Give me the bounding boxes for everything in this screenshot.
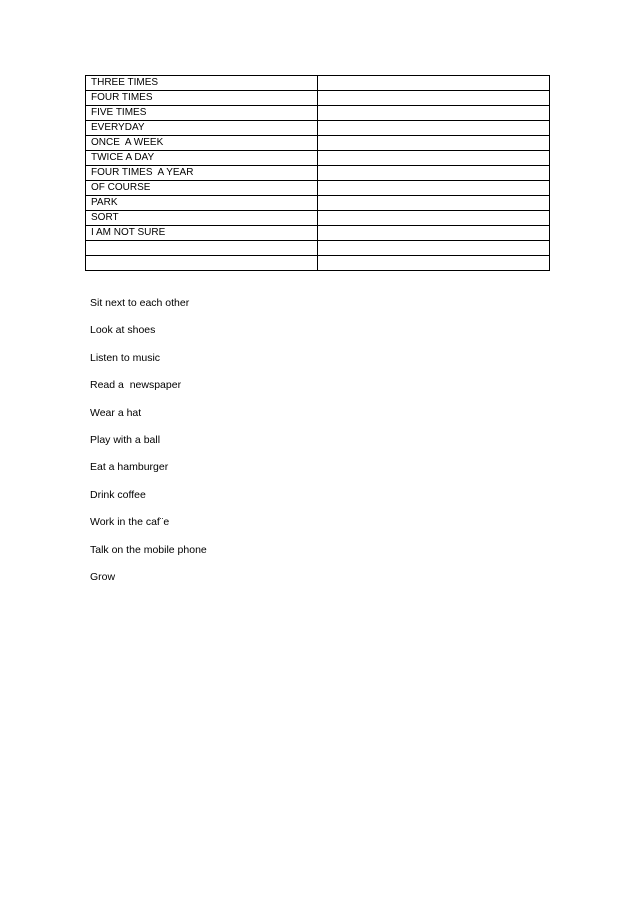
list-item: Look at shoes (90, 324, 156, 337)
list-item: Wear a hat (90, 406, 142, 419)
table-row (86, 181, 550, 196)
table-row (86, 196, 550, 211)
list-item: Talk on the mobile phone (90, 543, 207, 556)
table-cell-expression: OF COURSE (86, 181, 318, 196)
table-row (86, 256, 550, 271)
table-row (86, 121, 550, 136)
table-row (86, 151, 550, 166)
table-row (86, 166, 550, 181)
table-row (86, 241, 550, 256)
table-cell-answer (318, 121, 550, 136)
table-cell-answer (318, 211, 550, 226)
table-row (86, 226, 550, 241)
table-row (86, 136, 550, 151)
table-cell-expression: FOUR TIMES A YEAR (86, 166, 318, 181)
table-row (86, 106, 550, 121)
table-cell-answer (318, 256, 550, 271)
table-cell-expression: ONCE A WEEK (86, 136, 318, 151)
table-cell-expression: PARK (86, 196, 318, 211)
table-cell-answer (318, 151, 550, 166)
table-row (86, 91, 550, 106)
table-cell-answer (318, 136, 550, 151)
table-cell-expression: I AM NOT SURE (86, 226, 318, 241)
list-item: Read a newspaper (90, 379, 182, 392)
vocabulary-table (85, 75, 550, 271)
table-row (86, 211, 550, 226)
list-item: Listen to music (90, 351, 161, 364)
table-cell-answer (318, 241, 550, 256)
table-cell-expression: TWICE A DAY (86, 151, 318, 166)
table-cell-answer (318, 181, 550, 196)
table-row (86, 76, 550, 91)
table-cell-expression: EVERYDAY (86, 121, 318, 136)
table-cell-answer (318, 226, 550, 241)
table-cell-expression (86, 241, 318, 256)
list-item: Work in the caf¨e (90, 516, 170, 529)
list-item: Sit next to each other (90, 297, 190, 309)
list-item: Drink coffee (90, 488, 146, 501)
table-cell-expression: FOUR TIMES (86, 91, 318, 106)
table-cell-expression: THREE TIMES (86, 76, 318, 91)
table-cell-answer (318, 106, 550, 121)
table-cell-answer (318, 166, 550, 181)
table-cell-answer (318, 76, 550, 91)
table-cell-expression (86, 256, 318, 271)
table-cell-answer (318, 196, 550, 211)
table-cell-expression: SORT (86, 211, 318, 226)
phrase-list (90, 290, 207, 591)
table-cell-answer (318, 91, 550, 106)
list-item: Play with a ball (90, 433, 161, 446)
table-cell-expression: FIVE TIMES (86, 106, 318, 121)
list-item: Grow (90, 570, 116, 583)
list-item: Eat a hamburger (90, 461, 169, 474)
